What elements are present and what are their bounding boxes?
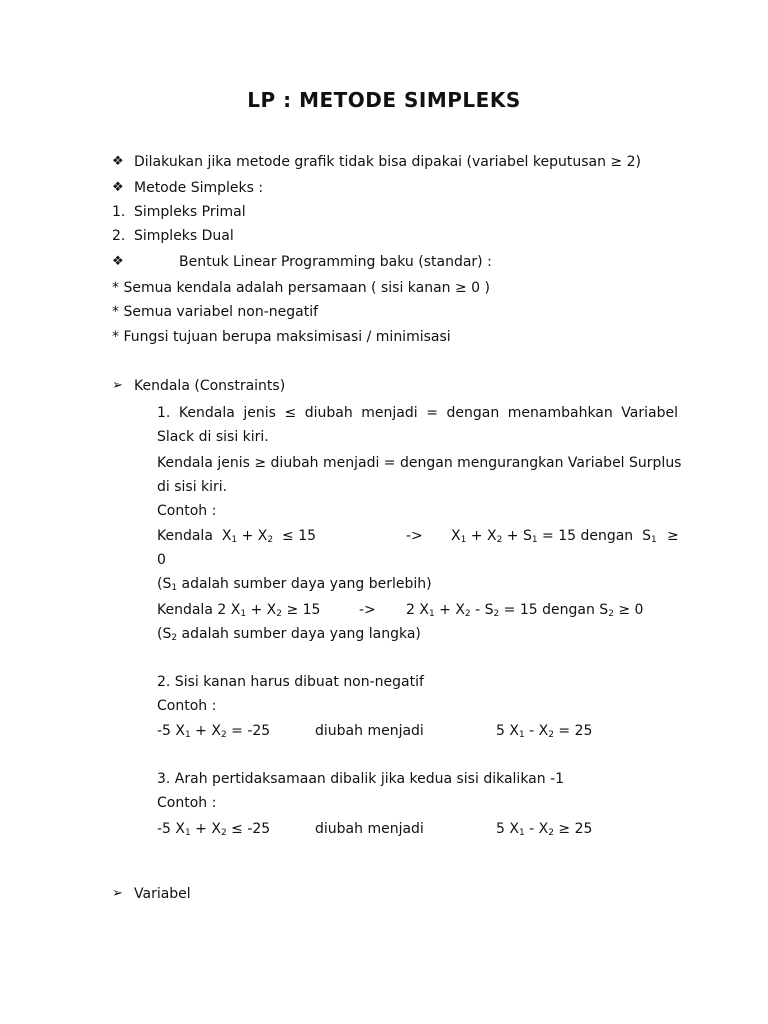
diamond-bullet-icon: ❖ <box>112 254 124 269</box>
standard-form-rule-3: * Fungsi tujuan berupa maksimisasi / minimisasi <box>112 329 451 345</box>
contoh-label: Contoh : <box>157 503 217 519</box>
rule-2: 2. Sisi kanan harus dibuat non-negatif <box>157 674 424 690</box>
note-surplus: ($S_2$ adalah sumber daya yang langka) <box>157 626 421 643</box>
list-item-simpleks-dual: Simpleks Dual <box>134 228 234 244</box>
example-1-geq: ≥ <box>667 528 679 544</box>
diamond-bullet-icon: ❖ <box>112 180 124 195</box>
rule-1-line-4: di sisi kiri. <box>157 479 228 495</box>
intro-line-2: Metode Simpleks : <box>134 180 264 196</box>
rule-3: 3. Arah pertidaksamaan dibalik jika kedua sisi dikalikan -1 <box>157 771 565 787</box>
example-1-zero: 0 <box>157 552 166 568</box>
arrow-bullet-icon: ➢ <box>112 378 123 393</box>
example-4-right: 5 $X_1 - X_2 \ge 25$ <box>496 821 593 838</box>
contoh-label: Contoh : <box>157 795 217 811</box>
diubah-menjadi: diubah menjadi <box>315 723 424 739</box>
example-2-arrow: -> <box>359 602 376 618</box>
page-title: LP : METODE SIMPLEKS <box>247 88 521 112</box>
standard-form-rule-1: * Semua kendala adalah persamaan ( sisi kanan ≥ 0 ) <box>112 280 490 296</box>
rule-1-line-2: Slack di sisi kiri. <box>157 429 269 445</box>
intro-line-1: Dilakukan jika metode grafik tidak bisa dipakai (variabel keputusan ≥ 2) <box>134 154 641 170</box>
section-heading-variabel: Variabel <box>134 886 191 902</box>
section-heading-kendala: Kendala (Constraints) <box>134 378 286 394</box>
example-3-left: -5 $X_1 + X_2 = -25$ <box>157 723 271 740</box>
list-number-1: 1. <box>112 204 126 220</box>
diubah-menjadi: diubah menjadi <box>315 821 424 837</box>
arrow-bullet-icon: ➢ <box>112 886 123 901</box>
diamond-bullet-icon: ❖ <box>112 154 124 169</box>
example-2-left: Kendala 2 $X_1 + X_2 \ge 15$ <box>157 602 321 619</box>
example-4-left: -5 $X_1 + X_2 \le -25$ <box>157 821 271 838</box>
contoh-label: Contoh : <box>157 698 217 714</box>
list-number-2: 2. <box>112 228 126 244</box>
rule-1-line-3: Kendala jenis ≥ diubah menjadi = dengan mengurangkan Variabel Surplus <box>157 455 682 471</box>
example-1-arrow: -> <box>406 528 423 544</box>
example-3-right: 5 $X_1 - X_2 = 25$ <box>496 723 593 740</box>
intro-line-bentuk: Bentuk Linear Programming baku (standar) : <box>179 254 492 270</box>
example-1-right: $X_1 + X_2 + S_1 = 15$ dengan $S_1$ <box>451 528 657 545</box>
example-1-left: Kendala $X_1 + X_2 \le 15$ <box>157 528 317 545</box>
list-item-simpleks-primal: Simpleks Primal <box>134 204 246 220</box>
rule-1-line-1: 1. Kendala jenis ≤ diubah menjadi = dengan menambahkan Variabel <box>157 405 678 421</box>
note-slack: ($S_1$ adalah sumber daya yang berlebih) <box>157 576 432 593</box>
standard-form-rule-2: * Semua variabel non-negatif <box>112 304 319 320</box>
example-2-right: 2 $X_1 + X_2 - S_2 = 15$ dengan $S_2 \ge 0$ <box>406 602 644 619</box>
